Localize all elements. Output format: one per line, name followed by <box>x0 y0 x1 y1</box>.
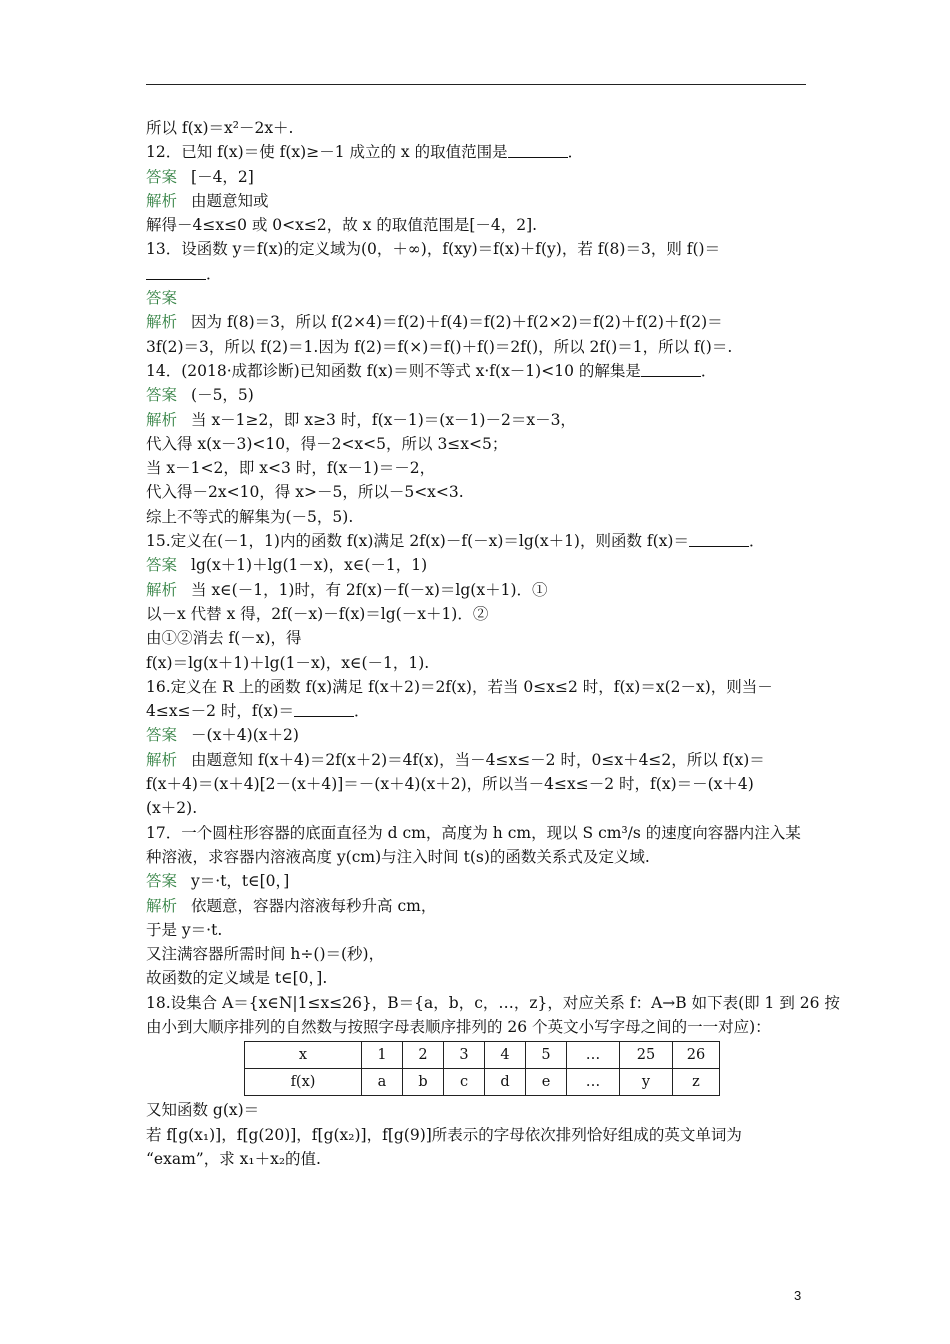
analysis-label: 解析 <box>146 750 178 769</box>
answer-label: 答案 <box>146 167 178 186</box>
table-cell: b <box>403 1069 444 1096</box>
line-text: －(x＋4)(x＋2) <box>191 726 299 745</box>
table-cell: 26 <box>673 1042 720 1069</box>
text-line <box>146 553 806 577</box>
analysis-label: 解析 <box>146 191 178 210</box>
text-line <box>146 723 806 747</box>
text-line <box>146 845 806 869</box>
line-end-punct: ． <box>567 143 584 162</box>
text-line <box>146 213 806 237</box>
line-text: 所以 f(x)＝x²－2x＋. <box>146 119 294 137</box>
table-cell: x <box>245 1042 362 1069</box>
text-line <box>146 626 806 650</box>
analysis-label: 解析 <box>146 580 178 599</box>
line-text: 因为 f(8)＝3，所以 f(2×4)＝f(2)＋f(4)＝f(2)＋f(2×2)＝f(2)＋f(2)＋f(2)＝ <box>191 313 723 332</box>
page-content <box>146 116 840 1171</box>
line-text: f(x)＝lg(x＋1)＋lg(1－x)，x∈(－1，1). <box>146 653 430 672</box>
line-text: 故函数的定义域是 t∈[0，]. <box>146 969 328 988</box>
line-text: (x＋2). <box>146 799 198 818</box>
text-line <box>146 310 806 334</box>
text-line <box>146 869 806 893</box>
table-cell: f(x) <box>245 1069 362 1096</box>
mapping-table <box>244 1041 720 1096</box>
text-line <box>146 359 806 383</box>
line-text: 又知函数 g(x)＝ <box>146 1101 260 1120</box>
text-line <box>146 286 806 310</box>
line-text: y＝·t，t∈[0，] <box>191 872 290 891</box>
table-cell: 25 <box>620 1042 673 1069</box>
text-line <box>146 116 806 140</box>
text-line <box>146 1098 806 1122</box>
line-text: (－5，5) <box>191 386 254 405</box>
line-text: 4≤x≤－2 时，f(x)＝ <box>146 702 294 721</box>
answer-label: 答案 <box>146 726 178 745</box>
text-line <box>146 165 806 189</box>
text-line <box>146 675 806 699</box>
line-text: 13．设函数 y＝f(x)的定义域为(0，＋∞)，f(xy)＝f(x)＋f(y)，若 f(8)＝3，则 f()＝ <box>146 240 721 259</box>
line-text: lg(x＋1)＋lg(1－x)，x∈(－1，1) <box>191 556 428 575</box>
text-block-b <box>146 1098 806 1171</box>
text-line <box>146 942 806 966</box>
table-cell: 2 <box>403 1042 444 1069</box>
text-line <box>146 699 806 723</box>
line-text: 若 f[g(x₁)]，f[g(20)]，f[g(x₂)]，f[g(9)]所表示的字母依次排列恰好组成的英文单词为 <box>146 1125 742 1144</box>
text-line <box>146 1015 806 1039</box>
text-line <box>146 529 806 553</box>
text-line <box>146 796 806 820</box>
line-text: 代入得 x(x－3)<10，得－2<x<5，所以 3≤x<5； <box>146 434 508 453</box>
table-cell: d <box>485 1069 526 1096</box>
line-text: 16.定义在 R 上的函数 f(x)满足 f(x＋2)＝2f(x)，若当 0≤x≤2 时，f(x)＝x(2－x)，则当－ <box>146 677 773 696</box>
line-text: 由题意知或 <box>191 191 269 210</box>
answer-label: 答案 <box>146 386 178 405</box>
text-line <box>146 262 806 286</box>
line-text: 代入得－2x<10，得 x>－5，所以－5<x<3. <box>146 483 464 502</box>
line-text: 17．一个圆柱形容器的底面直径为 d cm，高度为 h cm，现以 S cm³/s 的速度向容器内注入某 <box>146 823 801 842</box>
analysis-label: 解析 <box>146 313 178 332</box>
line-text: 当 x－1≥2，即 x≥3 时，f(x－1)＝(x－1)－2＝x－3， <box>191 410 576 429</box>
line-text: 解得－4≤x≤0 或 0<x≤2，故 x 的取值范围是[－4，2]. <box>146 216 538 235</box>
line-text: 14．(2018·成都诊断)已知函数 f(x)＝则不等式 x·f(x－1)<10 的解集是 <box>146 361 641 380</box>
text-line <box>146 578 806 602</box>
line-end-punct: ． <box>353 702 370 721</box>
line-text: 18.设集合 A＝{x∈N|1≤x≤26}，B＝{a，b，c，…，z}，对应关系 f：A→B 如下表(即 1 到 26 按 <box>146 993 840 1012</box>
answer-blank <box>508 142 568 158</box>
answer-label: 答案 <box>146 289 178 308</box>
text-line <box>146 335 806 359</box>
line-text: 由题意知 f(x＋4)＝2f(x＋2)＝4f(x)，当－4≤x≤－2 时，0≤x＋4≤2，所以 f(x)＝ <box>191 750 765 769</box>
line-text: f(x＋4)＝(x＋4)[2－(x＋4)]＝－(x＋4)(x＋2)，所以当－4≤x≤－2 时，f(x)＝－(x＋4) <box>146 775 754 794</box>
table-row-fx <box>245 1069 720 1096</box>
header-rule <box>146 84 806 85</box>
text-line <box>146 1147 806 1171</box>
text-line <box>146 505 806 529</box>
line-text: 12．已知 f(x)＝使 f(x)≥－1 成立的 x 的取值范围是 <box>146 143 508 162</box>
table-cell: 3 <box>444 1042 485 1069</box>
answer-blank <box>294 701 354 717</box>
table-cell: e <box>526 1069 567 1096</box>
text-line <box>146 772 806 796</box>
text-block-a <box>146 116 840 1039</box>
line-text: 由小到大顺序排列的自然数与按照字母表顺序排列的 26 个英文小写字母之间的一一对应)： <box>146 1017 771 1036</box>
line-text: 由①②消去 f(－x)，得 <box>146 629 302 648</box>
text-line <box>146 408 806 432</box>
line-end-punct: ． <box>206 264 222 283</box>
line-text: 15.定义在(－1，1)内的函数 f(x)满足 2f(x)－f(－x)＝lg(x＋1)，则函数 f(x)＝ <box>146 532 689 551</box>
text-line <box>146 237 806 261</box>
table-cell: 1 <box>362 1042 403 1069</box>
text-line <box>146 189 806 213</box>
text-line <box>146 748 806 772</box>
text-line <box>146 383 806 407</box>
table-cell: … <box>567 1042 620 1069</box>
text-line <box>146 991 840 1015</box>
table-cell: c <box>444 1069 485 1096</box>
table-cell: … <box>567 1069 620 1096</box>
text-line <box>146 456 806 480</box>
line-text: 依题意，容器内溶液每秒升高 cm， <box>191 896 437 915</box>
answer-blank <box>689 531 749 547</box>
line-end-punct: ． <box>748 532 765 551</box>
line-text: 当 x－1<2，即 x<3 时，f(x－1)＝－2， <box>146 459 436 478</box>
text-line <box>146 602 806 626</box>
table-cell: a <box>362 1069 403 1096</box>
table-cell: 4 <box>485 1042 526 1069</box>
text-line <box>146 1123 806 1147</box>
text-line <box>146 140 806 164</box>
line-text: [－4，2] <box>191 167 254 186</box>
line-text: 3f(2)＝3，所以 f(2)＝1.因为 f(2)＝f(×)＝f()＋f()＝2f()，所以 2f()＝1，所以 f()＝. <box>146 337 733 356</box>
line-text: 以－x 代替 x 得，2f(－x)－f(x)＝lg(－x＋1)．② <box>146 604 489 623</box>
table-cell: y <box>620 1069 673 1096</box>
table-cell: 5 <box>526 1042 567 1069</box>
line-text: 又注满容器所需时间 h÷()＝(秒)， <box>146 945 385 964</box>
text-line <box>146 821 806 845</box>
analysis-label: 解析 <box>146 410 178 429</box>
line-text: 综上不等式的解集为(－5，5). <box>146 507 354 526</box>
line-end-punct: ． <box>700 361 717 380</box>
answer-label: 答案 <box>146 556 178 575</box>
answer-blank <box>641 361 701 377</box>
text-line <box>146 894 806 918</box>
text-line <box>146 966 806 990</box>
page-number: 3 <box>794 1288 802 1303</box>
analysis-label: 解析 <box>146 896 178 915</box>
line-text: 当 x∈(－1，1)时，有 2f(x)－f(－x)＝lg(x＋1)．① <box>191 580 548 599</box>
answer-blank <box>146 264 206 280</box>
text-line <box>146 432 806 456</box>
table-row-x <box>245 1042 720 1069</box>
answer-label: 答案 <box>146 872 178 891</box>
line-text: 于是 y＝·t. <box>146 920 223 939</box>
line-text: “exam”，求 x₁＋x₂的值. <box>146 1149 321 1168</box>
text-line <box>146 651 806 675</box>
text-line <box>146 918 806 942</box>
text-line <box>146 480 806 504</box>
line-text: 种溶液，求容器内溶液高度 y(cm)与注入时间 t(s)的函数关系式及定义域. <box>146 847 650 866</box>
table-cell: z <box>673 1069 720 1096</box>
